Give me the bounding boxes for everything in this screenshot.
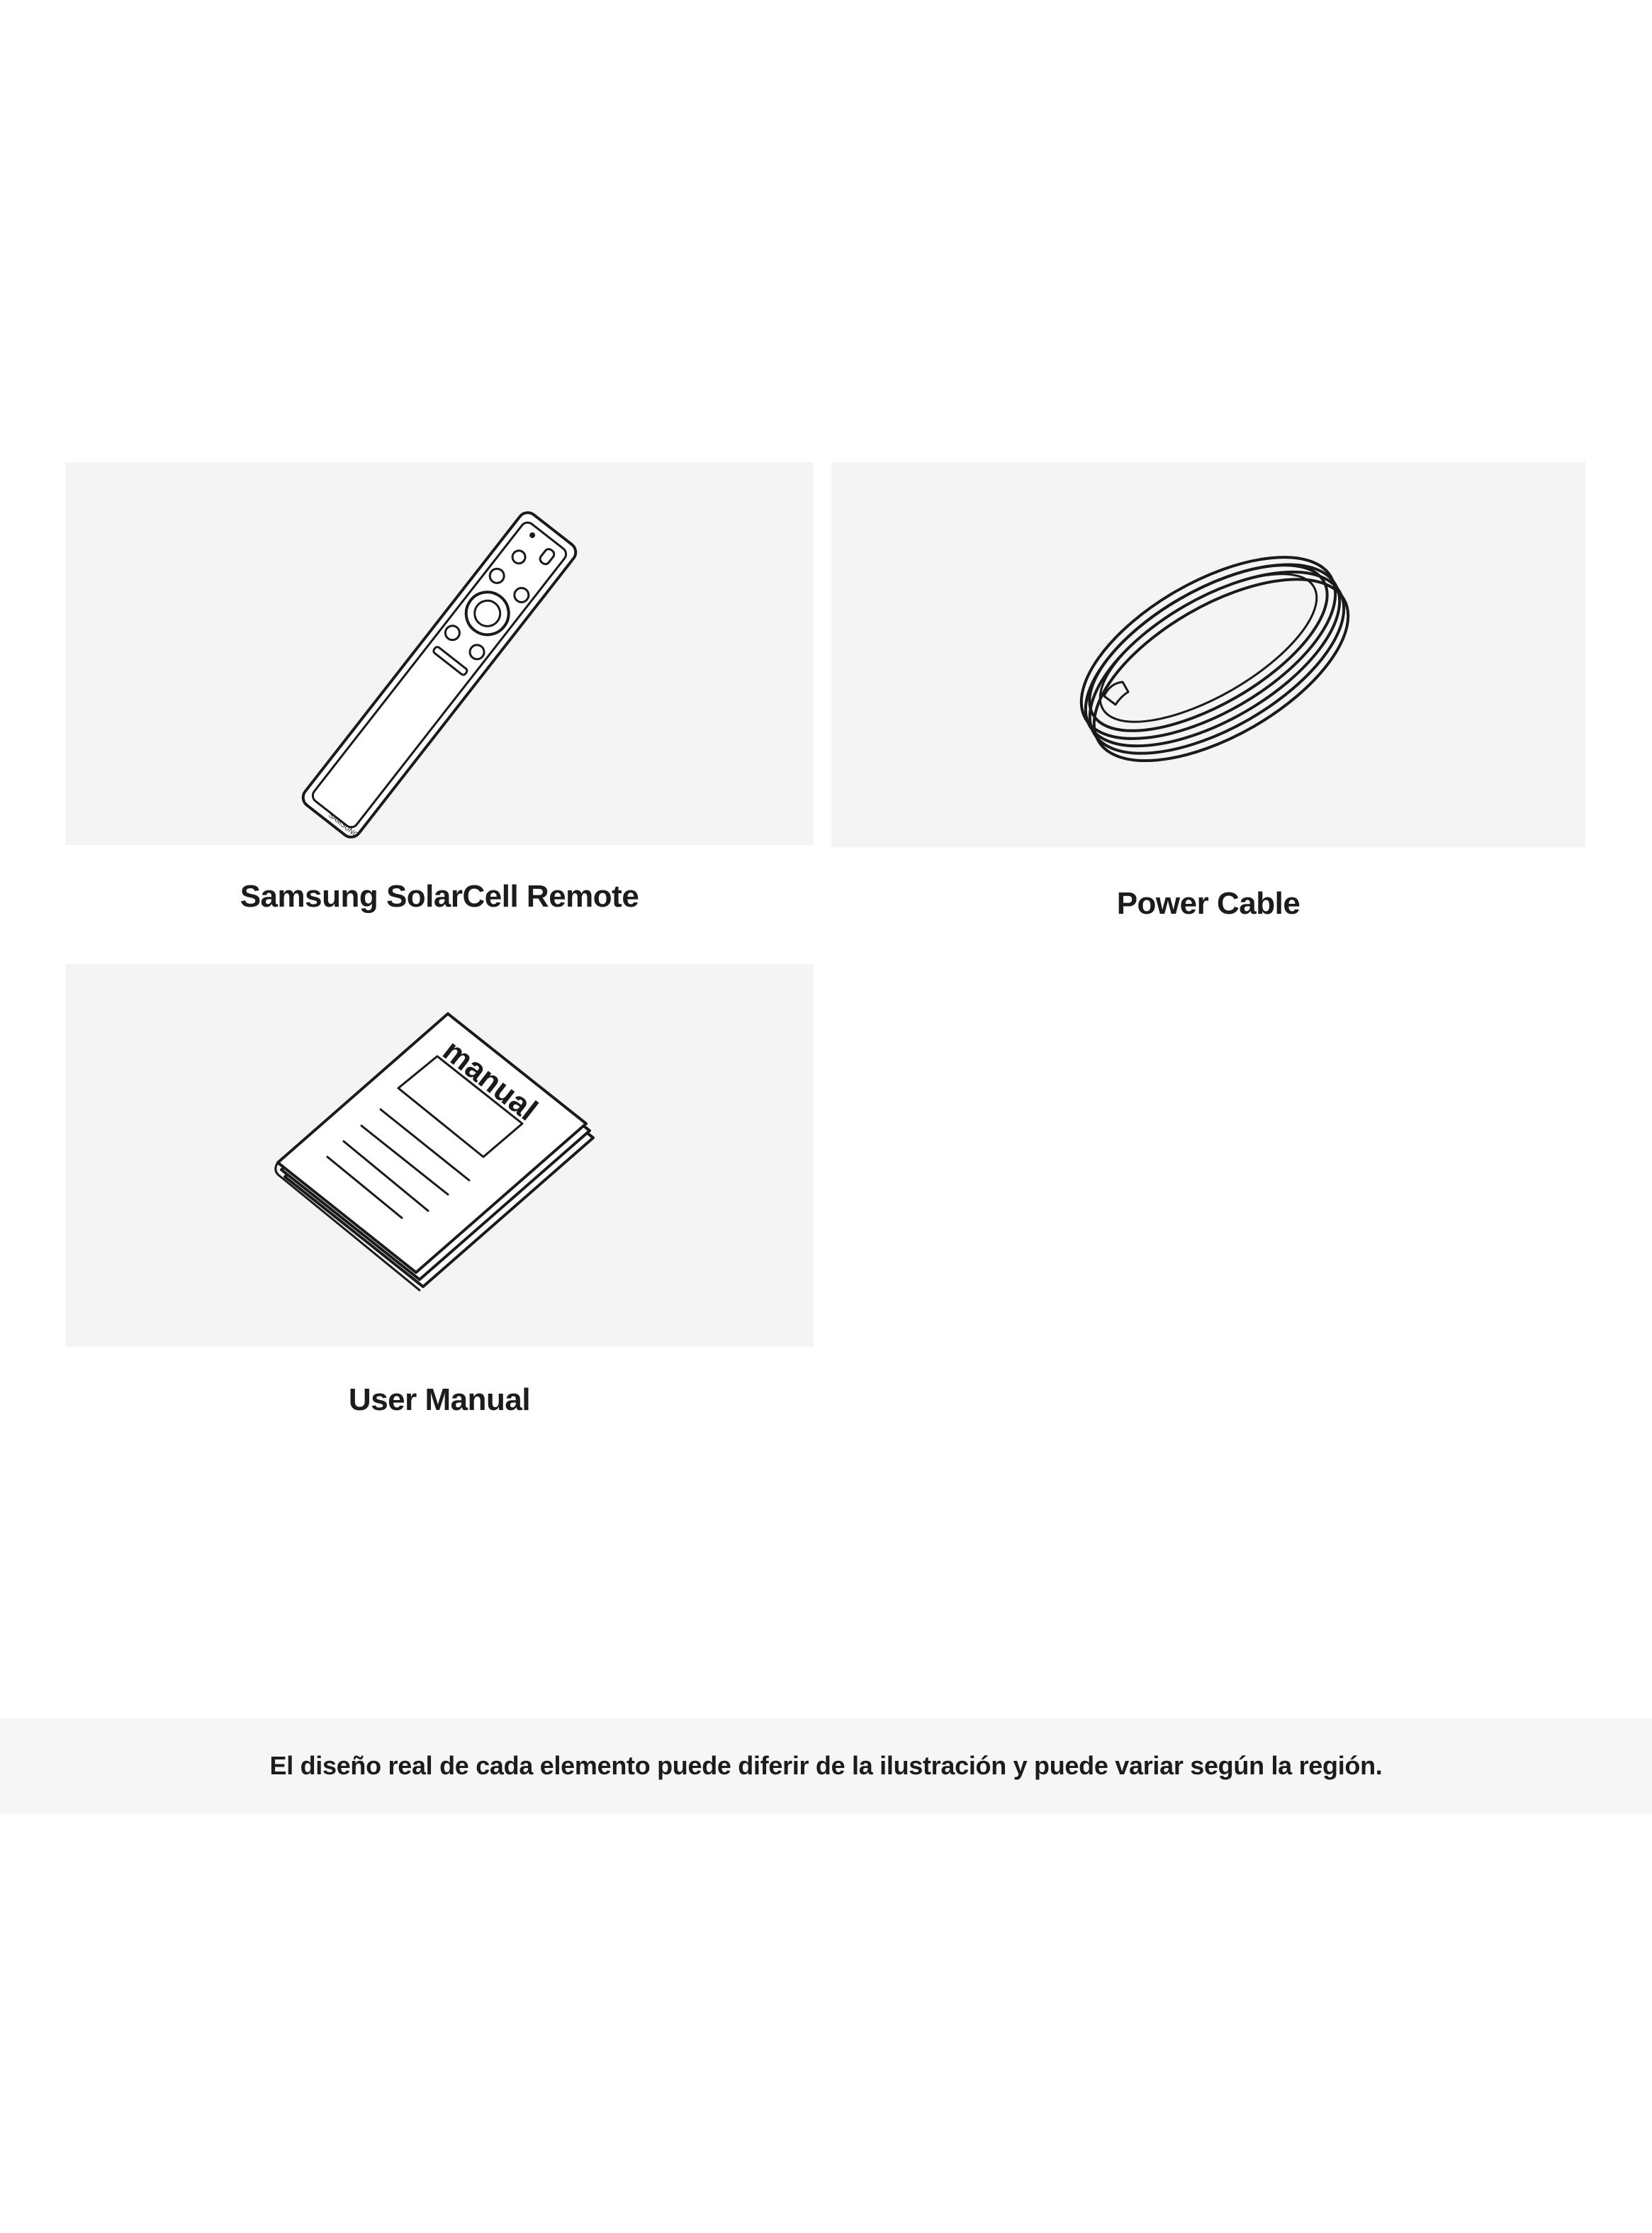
manual-book-icon [65, 964, 814, 1347]
remote-caption: Samsung SolarCell Remote [240, 879, 639, 914]
remote-image-card [65, 462, 814, 845]
disclaimer-text: El diseño real de cada elemento puede diferir de la ilustración y puede variar según la región. [269, 1751, 1383, 1780]
power-cable-icon [831, 462, 1585, 847]
manual-cover-text: manual [436, 1033, 544, 1128]
manual-caption: User Manual [348, 1382, 531, 1417]
disclaimer-bar [0, 1718, 1652, 1813]
cable-caption: Power Cable [1116, 886, 1300, 921]
cable-image-card [831, 462, 1585, 847]
remote-control-icon [65, 462, 814, 845]
manual-image-card [65, 964, 814, 1347]
remote-brand-mark: SAMSUNG [327, 811, 360, 840]
